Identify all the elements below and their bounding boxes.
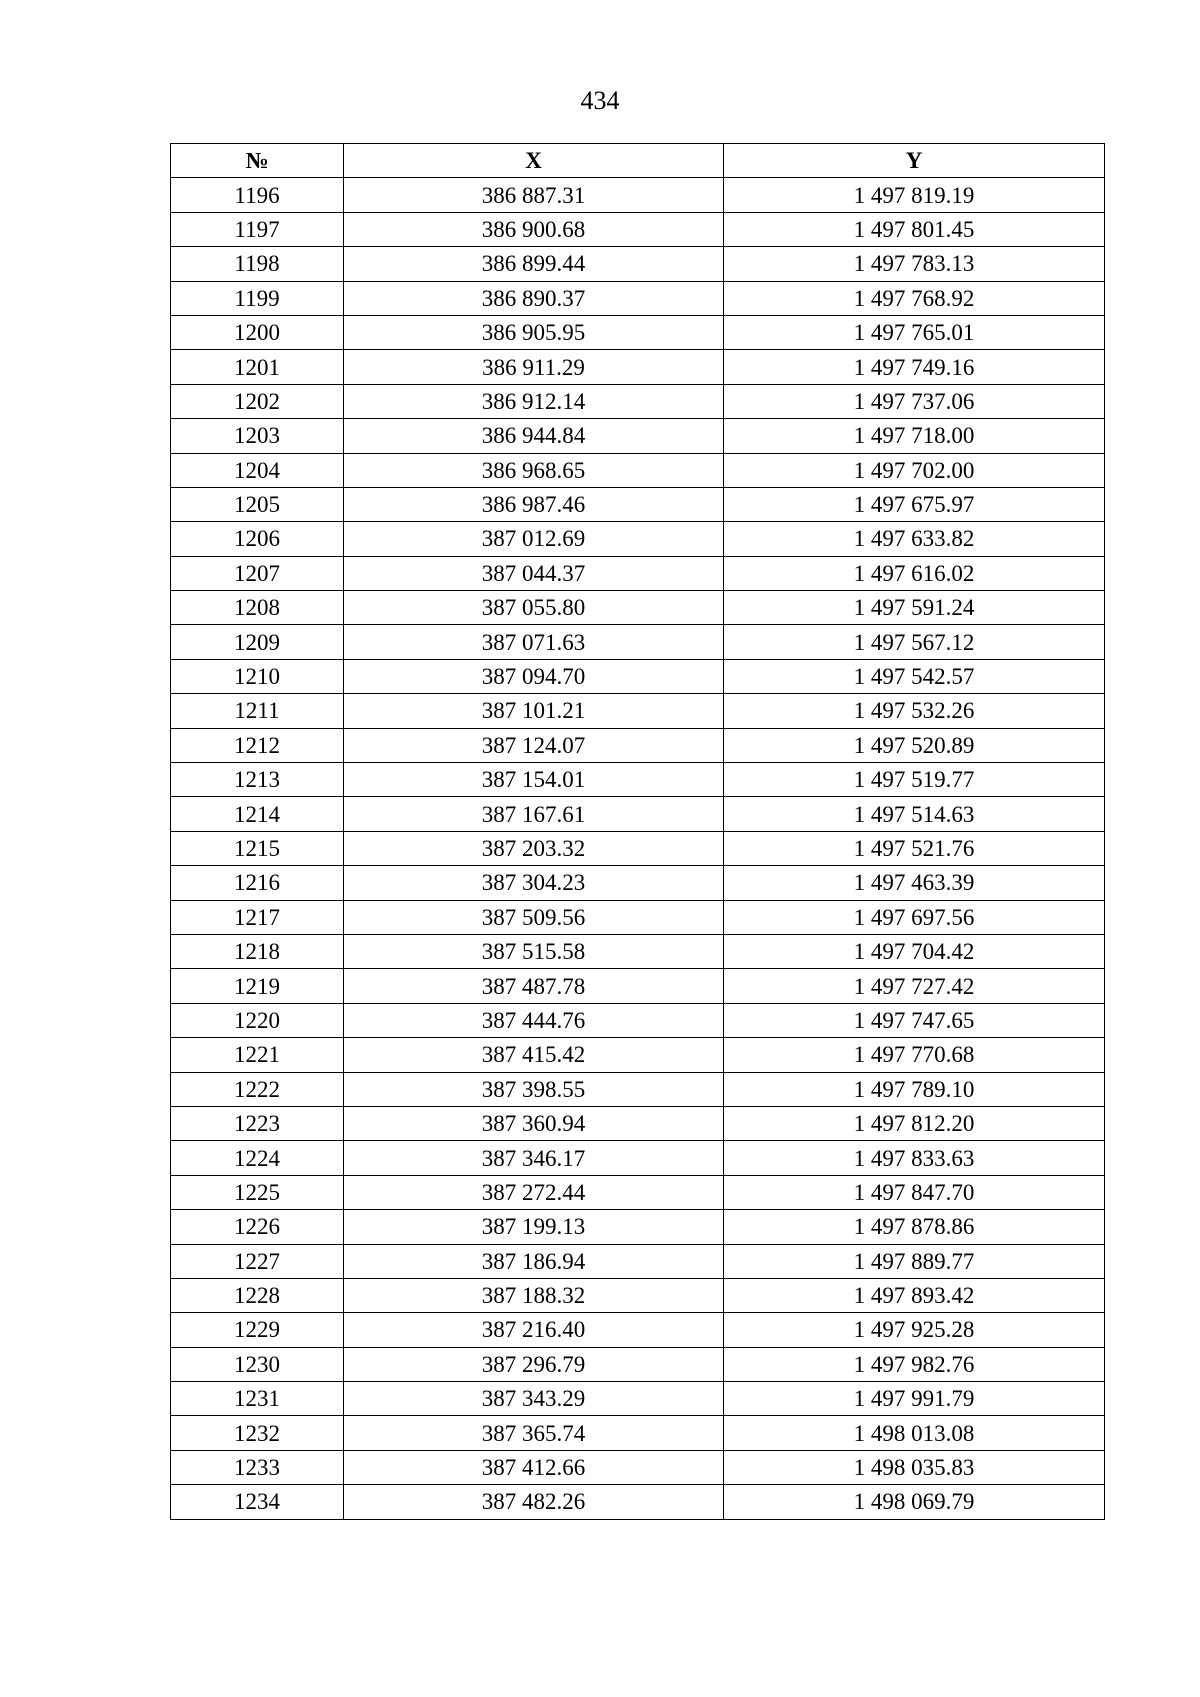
table-row (171, 1347, 1105, 1381)
x-coordinate-cell: 387 154.01 (344, 763, 724, 797)
point-number-cell: 1198 (171, 247, 344, 281)
y-coordinate-cell: 1 498 035.83 (724, 1450, 1105, 1484)
x-coordinate-cell: 387 167.61 (344, 797, 724, 831)
point-number-cell: 1207 (171, 556, 344, 590)
table-row (171, 1485, 1105, 1519)
point-number-cell: 1228 (171, 1278, 344, 1312)
x-coordinate-cell: 387 444.76 (344, 1003, 724, 1037)
x-coordinate-cell: 387 199.13 (344, 1210, 724, 1244)
x-coordinate-cell: 386 899.44 (344, 247, 724, 281)
x-coordinate-cell: 386 911.29 (344, 350, 724, 384)
point-number-cell: 1229 (171, 1313, 344, 1347)
point-number-cell: 1197 (171, 212, 344, 246)
table-row (171, 763, 1105, 797)
y-coordinate-cell: 1 497 520.89 (724, 728, 1105, 762)
table-row (171, 1003, 1105, 1037)
y-coordinate-cell: 1 497 770.68 (724, 1038, 1105, 1072)
y-coordinate-cell: 1 497 718.00 (724, 419, 1105, 453)
table-row (171, 659, 1105, 693)
table-row (171, 728, 1105, 762)
y-coordinate-cell: 1 497 812.20 (724, 1106, 1105, 1140)
y-coordinate-cell: 1 497 542.57 (724, 659, 1105, 693)
x-coordinate-cell: 386 968.65 (344, 453, 724, 487)
page-number: 434 (580, 86, 620, 115)
table-row (171, 900, 1105, 934)
y-coordinate-cell: 1 497 514.63 (724, 797, 1105, 831)
table-row (171, 1175, 1105, 1209)
point-number-cell: 1231 (171, 1382, 344, 1416)
x-coordinate-cell: 386 890.37 (344, 281, 724, 315)
table-row (171, 797, 1105, 831)
x-coordinate-cell: 387 272.44 (344, 1175, 724, 1209)
y-coordinate-cell: 1 497 567.12 (724, 625, 1105, 659)
y-coordinate-cell: 1 497 893.42 (724, 1278, 1105, 1312)
x-coordinate-cell: 387 515.58 (344, 934, 724, 968)
point-number-cell: 1208 (171, 591, 344, 625)
x-coordinate-cell: 386 900.68 (344, 212, 724, 246)
y-coordinate-cell: 1 497 801.45 (724, 212, 1105, 246)
table-row (171, 1072, 1105, 1106)
y-coordinate-cell: 1 497 819.19 (724, 178, 1105, 212)
x-coordinate-cell: 387 509.56 (344, 900, 724, 934)
y-coordinate-cell: 1 497 789.10 (724, 1072, 1105, 1106)
x-coordinate-cell: 387 055.80 (344, 591, 724, 625)
y-coordinate-cell: 1 497 768.92 (724, 281, 1105, 315)
y-coordinate-cell: 1 497 519.77 (724, 763, 1105, 797)
point-number-cell: 1226 (171, 1210, 344, 1244)
point-number-cell: 1224 (171, 1141, 344, 1175)
table-row (171, 1278, 1105, 1312)
x-coordinate-cell: 387 304.23 (344, 866, 724, 900)
y-coordinate-cell: 1 497 697.56 (724, 900, 1105, 934)
x-coordinate-cell: 387 044.37 (344, 556, 724, 590)
point-number-cell: 1210 (171, 659, 344, 693)
y-coordinate-cell: 1 497 702.00 (724, 453, 1105, 487)
point-number-cell: 1205 (171, 487, 344, 521)
point-number-cell: 1200 (171, 315, 344, 349)
x-coordinate-cell: 387 343.29 (344, 1382, 724, 1416)
y-coordinate-cell: 1 497 704.42 (724, 934, 1105, 968)
header-x: X (344, 144, 724, 178)
point-number-cell: 1234 (171, 1485, 344, 1519)
y-coordinate-cell: 1 497 633.82 (724, 522, 1105, 556)
x-coordinate-cell: 387 398.55 (344, 1072, 724, 1106)
x-coordinate-cell: 387 186.94 (344, 1244, 724, 1278)
table-row (171, 625, 1105, 659)
y-coordinate-cell: 1 497 889.77 (724, 1244, 1105, 1278)
table-row (171, 1106, 1105, 1140)
point-number-cell: 1196 (171, 178, 344, 212)
table-row (171, 178, 1105, 212)
table-row (171, 1141, 1105, 1175)
x-coordinate-cell: 386 987.46 (344, 487, 724, 521)
y-coordinate-cell: 1 497 783.13 (724, 247, 1105, 281)
point-number-cell: 1201 (171, 350, 344, 384)
point-number-cell: 1233 (171, 1450, 344, 1484)
x-coordinate-cell: 387 487.78 (344, 969, 724, 1003)
x-coordinate-cell: 387 094.70 (344, 659, 724, 693)
y-coordinate-cell: 1 497 749.16 (724, 350, 1105, 384)
point-number-cell: 1214 (171, 797, 344, 831)
x-coordinate-cell: 387 124.07 (344, 728, 724, 762)
point-number-cell: 1202 (171, 384, 344, 418)
table-row (171, 591, 1105, 625)
point-number-cell: 1212 (171, 728, 344, 762)
point-number-cell: 1232 (171, 1416, 344, 1450)
point-number-cell: 1206 (171, 522, 344, 556)
table-row (171, 866, 1105, 900)
y-coordinate-cell: 1 498 069.79 (724, 1485, 1105, 1519)
y-coordinate-cell: 1 497 616.02 (724, 556, 1105, 590)
x-coordinate-cell: 387 012.69 (344, 522, 724, 556)
y-coordinate-cell: 1 497 991.79 (724, 1382, 1105, 1416)
table-row (171, 247, 1105, 281)
point-number-cell: 1227 (171, 1244, 344, 1278)
table-row (171, 487, 1105, 521)
y-coordinate-cell: 1 497 847.70 (724, 1175, 1105, 1209)
table-row (171, 1416, 1105, 1450)
point-number-cell: 1219 (171, 969, 344, 1003)
point-number-cell: 1203 (171, 419, 344, 453)
table-row (171, 1210, 1105, 1244)
table-row (171, 1038, 1105, 1072)
table-row (171, 1382, 1105, 1416)
y-coordinate-cell: 1 498 013.08 (724, 1416, 1105, 1450)
x-coordinate-cell: 386 905.95 (344, 315, 724, 349)
table-body (171, 178, 1105, 1519)
table-header (171, 144, 1105, 178)
point-number-cell: 1215 (171, 831, 344, 865)
table-row (171, 453, 1105, 487)
point-number-cell: 1213 (171, 763, 344, 797)
table-row (171, 934, 1105, 968)
table-row (171, 831, 1105, 865)
table-row (171, 1313, 1105, 1347)
x-coordinate-cell: 387 360.94 (344, 1106, 724, 1140)
y-coordinate-cell: 1 497 982.76 (724, 1347, 1105, 1381)
y-coordinate-cell: 1 497 878.86 (724, 1210, 1105, 1244)
table-row (171, 694, 1105, 728)
header-row (171, 144, 1105, 178)
table-row (171, 350, 1105, 384)
point-number-cell: 1199 (171, 281, 344, 315)
point-number-cell: 1225 (171, 1175, 344, 1209)
y-coordinate-cell: 1 497 675.97 (724, 487, 1105, 521)
coordinates-table (170, 143, 1105, 1520)
y-coordinate-cell: 1 497 591.24 (724, 591, 1105, 625)
table-row (171, 419, 1105, 453)
point-number-cell: 1217 (171, 900, 344, 934)
x-coordinate-cell: 387 216.40 (344, 1313, 724, 1347)
point-number-cell: 1216 (171, 866, 344, 900)
table-row (171, 969, 1105, 1003)
header-y: Y (724, 144, 1105, 178)
point-number-cell: 1204 (171, 453, 344, 487)
table-row (171, 1450, 1105, 1484)
x-coordinate-cell: 387 415.42 (344, 1038, 724, 1072)
y-coordinate-cell: 1 497 833.63 (724, 1141, 1105, 1175)
y-coordinate-cell: 1 497 925.28 (724, 1313, 1105, 1347)
point-number-cell: 1230 (171, 1347, 344, 1381)
x-coordinate-cell: 387 203.32 (344, 831, 724, 865)
point-number-cell: 1209 (171, 625, 344, 659)
table-row (171, 522, 1105, 556)
table-row (171, 384, 1105, 418)
x-coordinate-cell: 387 071.63 (344, 625, 724, 659)
table-row (171, 1244, 1105, 1278)
x-coordinate-cell: 387 101.21 (344, 694, 724, 728)
x-coordinate-cell: 387 365.74 (344, 1416, 724, 1450)
y-coordinate-cell: 1 497 747.65 (724, 1003, 1105, 1037)
point-number-cell: 1220 (171, 1003, 344, 1037)
x-coordinate-cell: 386 912.14 (344, 384, 724, 418)
table-row (171, 556, 1105, 590)
x-coordinate-cell: 387 188.32 (344, 1278, 724, 1312)
x-coordinate-cell: 386 944.84 (344, 419, 724, 453)
y-coordinate-cell: 1 497 463.39 (724, 866, 1105, 900)
point-number-cell: 1221 (171, 1038, 344, 1072)
y-coordinate-cell: 1 497 765.01 (724, 315, 1105, 349)
y-coordinate-cell: 1 497 737.06 (724, 384, 1105, 418)
table-row (171, 315, 1105, 349)
x-coordinate-cell: 387 296.79 (344, 1347, 724, 1381)
x-coordinate-cell: 386 887.31 (344, 178, 724, 212)
point-number-cell: 1218 (171, 934, 344, 968)
y-coordinate-cell: 1 497 727.42 (724, 969, 1105, 1003)
point-number-cell: 1211 (171, 694, 344, 728)
point-number-cell: 1223 (171, 1106, 344, 1140)
y-coordinate-cell: 1 497 521.76 (724, 831, 1105, 865)
y-coordinate-cell: 1 497 532.26 (724, 694, 1105, 728)
x-coordinate-cell: 387 482.26 (344, 1485, 724, 1519)
table-row (171, 281, 1105, 315)
x-coordinate-cell: 387 346.17 (344, 1141, 724, 1175)
header-number: № (171, 144, 344, 178)
point-number-cell: 1222 (171, 1072, 344, 1106)
table-row (171, 212, 1105, 246)
x-coordinate-cell: 387 412.66 (344, 1450, 724, 1484)
